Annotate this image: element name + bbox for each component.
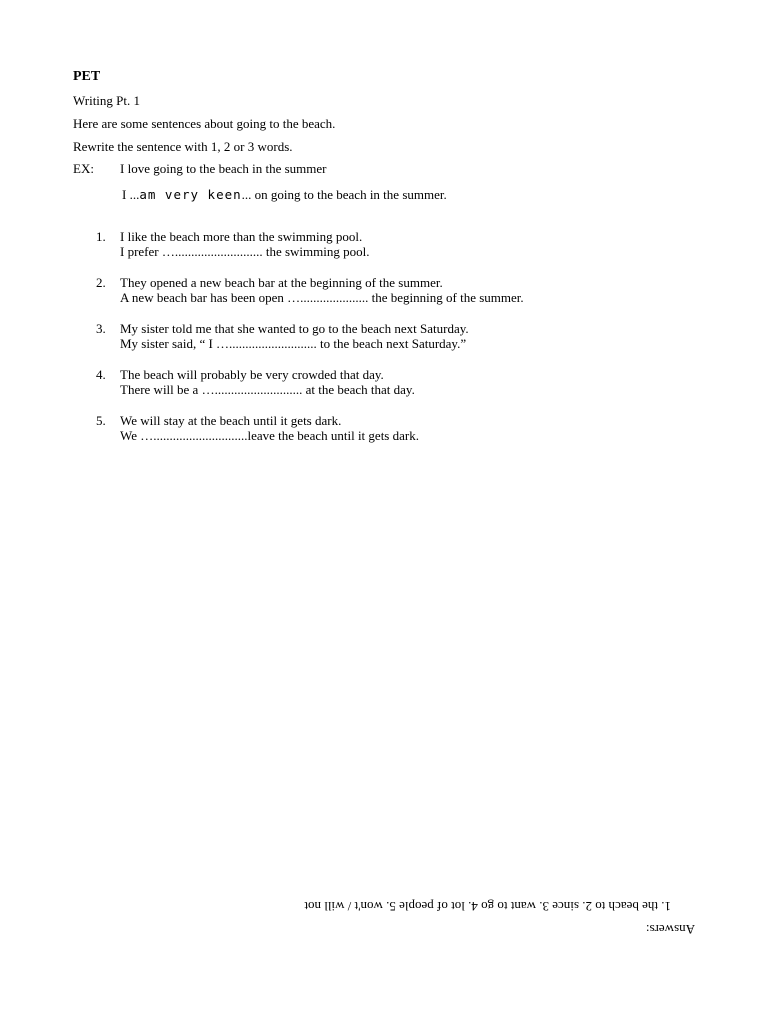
example-sentence: I love going to the beach in the summer: [120, 161, 327, 176]
item-original: They opened a new beach bar at the beginning of the summer.: [120, 275, 443, 290]
handwritten-answer: am very keen: [139, 187, 242, 202]
item-number: 4.: [96, 367, 106, 382]
intro-line-1: Here are some sentences about going to the beach.: [73, 116, 336, 131]
item-rewrite: My sister said, “ I …........................... to the beach next Saturday.”: [120, 336, 467, 351]
intro-line-2: Rewrite the sentence with 1, 2 or 3 words.: [73, 139, 293, 154]
page-title: PET: [73, 69, 101, 84]
item-rewrite: There will be a …........................... at the beach that day.: [120, 382, 415, 397]
item-original: I like the beach more than the swimming pool.: [120, 229, 363, 244]
item-number: 1.: [96, 229, 106, 244]
example-rewrite-pre: I ...: [122, 187, 140, 202]
answers-text: 1. the beach to 2. since 3. want to go 4. lot of people 5. won't / will not: [304, 899, 671, 914]
item-original: The beach will probably be very crowded that day.: [120, 367, 384, 382]
item-rewrite: We ….............................leave the beach until it gets dark.: [120, 428, 419, 443]
item-rewrite: A new beach bar has been open …..................... the beginning of the summer.: [120, 290, 524, 305]
item-rewrite: I prefer …........................... the swimming pool.: [120, 244, 370, 259]
item-number: 2.: [96, 275, 106, 290]
example-rewrite-post: ... on going to the beach in the summer.: [241, 187, 447, 202]
example-rewrite: [122, 187, 447, 202]
example-label: EX:: [73, 161, 94, 176]
item-original: My sister told me that she wanted to go to the beach next Saturday.: [120, 321, 469, 336]
item-original: We will stay at the beach until it gets dark.: [120, 413, 342, 428]
item-number: 5.: [96, 413, 106, 428]
subtitle: Writing Pt. 1: [73, 93, 141, 108]
item-number: 3.: [96, 321, 106, 336]
answers-label: Answers:: [645, 922, 695, 937]
